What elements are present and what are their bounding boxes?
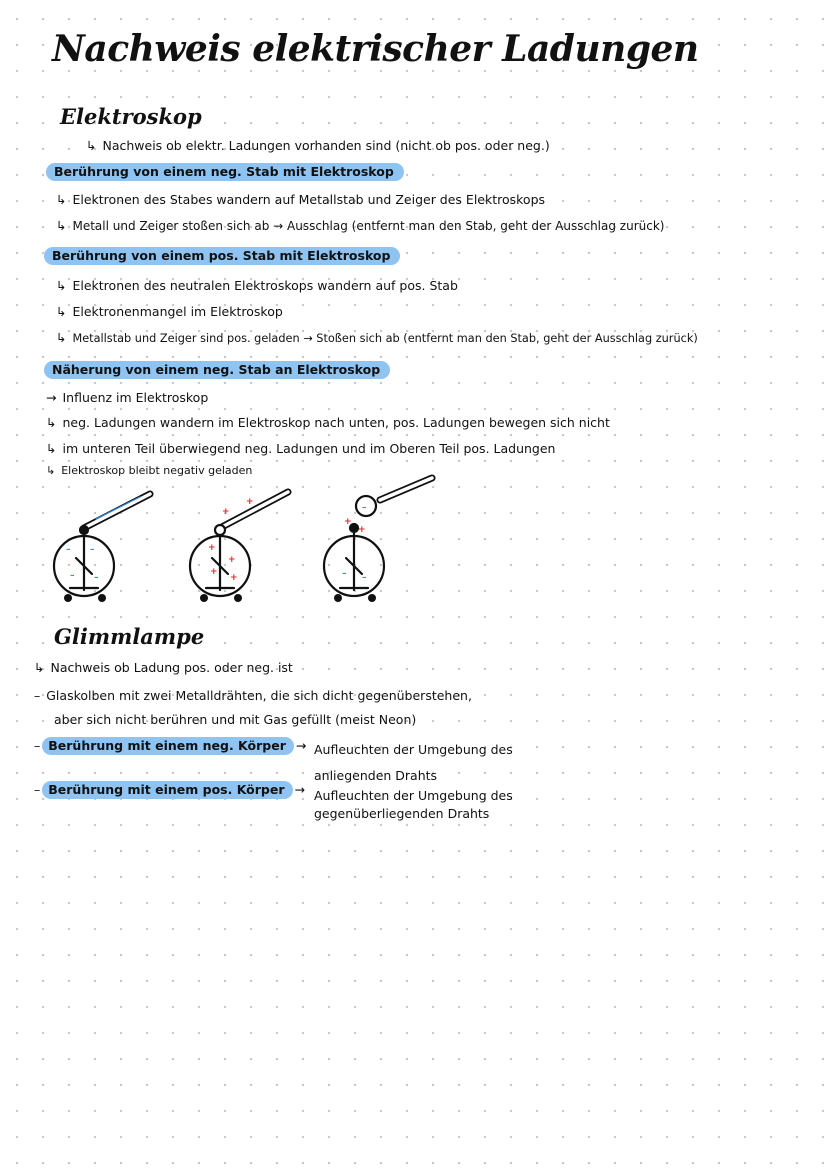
elektroskop-intro: ↳ Nachweis ob elektr. Ladungen vorhanden sind (nicht ob pos. oder neg.)	[86, 138, 550, 153]
minus-charge: –	[70, 571, 75, 581]
list-item: ↳ im unteren Teil überwiegend neg. Ladungen und im Oberen Teil pos. Ladungen	[46, 441, 556, 456]
charge-symbols	[66, 497, 367, 583]
list-item: ↳ Elektronen des neutralen Elektroskops wandern auf pos. Stab	[56, 278, 458, 293]
plus-charge: +	[230, 573, 238, 583]
hook-arrow-icon: ↳	[34, 660, 45, 675]
hook-arrow-icon: ↳	[56, 330, 67, 345]
hook-arrow-icon: ↳	[56, 304, 67, 319]
hook-arrow-icon: ↳	[86, 138, 97, 153]
dash-icon: –	[34, 738, 41, 753]
elektroskop-diagram-neg-approach	[324, 478, 432, 602]
plus-charge: +	[344, 517, 352, 527]
list-item: → Influenz im Elektroskop	[46, 390, 209, 405]
elektroskop-diagram-pos-touch	[190, 492, 288, 602]
minus-charge: –	[66, 545, 71, 555]
highlight-neg-beruehrung: Berührung von einem neg. Stab mit Elektroskop	[46, 164, 404, 180]
hook-arrow-icon: ↳	[46, 464, 56, 477]
hook-arrow-icon: ↳	[46, 441, 57, 456]
minus-charge: –	[90, 545, 95, 555]
plus-charge: +	[228, 555, 236, 565]
dash-icon: –	[34, 688, 41, 703]
minus-charge: –	[94, 573, 99, 583]
list-item: ↳ Elektronen des Stabes wandern auf Metallstab und Zeiger des Elektroskops	[56, 192, 546, 207]
glimmlampe-pos-result-b: gegenüberliegenden Drahts	[314, 806, 490, 821]
minus-charge: –	[362, 503, 367, 513]
list-item: ↳ Elektronenmangel im Elektroskop	[56, 304, 283, 319]
glimmlampe-neg-result-a: Aufleuchten der Umgebung des	[314, 742, 513, 757]
glimmlampe-pos-result-a: Aufleuchten der Umgebung des	[314, 788, 513, 803]
page-title: Nachweis elektrischer Ladungen	[52, 28, 699, 70]
arrow-icon: →	[46, 390, 57, 405]
minus-charge: –	[342, 569, 347, 579]
hook-arrow-icon: ↳	[56, 278, 67, 293]
highlight-neg-naeherung: Näherung von einem neg. Stab an Elektroskop	[44, 362, 390, 378]
minus-charge: –	[362, 573, 367, 583]
section-heading-glimmlampe: Glimmlampe	[54, 624, 205, 649]
glimmlampe-line2b: aber sich nicht berühren und mit Gas gefüllt (meist Neon)	[54, 712, 417, 727]
plus-charge: +	[208, 543, 216, 553]
glimmlampe-neg: – Berührung mit einem neg. Körper →	[34, 738, 307, 753]
list-item: ↳ Elektroskop bleibt negativ geladen	[46, 464, 253, 477]
hook-arrow-icon: ↳	[56, 192, 67, 207]
glimmlampe-pos: – Berührung mit einem pos. Körper →	[34, 782, 306, 797]
list-item: ↳ Metallstab und Zeiger sind pos. geladen → Stoßen sich ab (entfernt man den Stab, geht der Ausschlag zurück)	[56, 330, 698, 345]
list-item: ↳ Metall und Zeiger stoßen sich ab → Ausschlag (entfernt man den Stab, geht der Ausschlag zurück)	[56, 218, 665, 233]
plus-charge: +	[358, 525, 366, 535]
arrow-icon: →	[295, 738, 307, 753]
plus-charge: +	[210, 567, 218, 577]
plus-charge: +	[222, 507, 230, 517]
hook-arrow-icon: ↳	[46, 415, 57, 430]
glimmlampe-line1: ↳ Nachweis ob Ladung pos. oder neg. ist	[34, 660, 293, 675]
section-heading-elektroskop: Elektroskop	[60, 104, 202, 129]
glimmlampe-neg-result-b: anliegenden Drahts	[314, 768, 438, 783]
arrow-icon: →	[294, 782, 306, 797]
dash-icon: –	[34, 782, 41, 797]
plus-charge: +	[246, 497, 254, 507]
hook-arrow-icon: ↳	[56, 218, 67, 233]
glimmlampe-line2a: – Glaskolben mit zwei Metalldrähten, die sich dicht gegenüberstehen,	[34, 688, 472, 703]
list-item: ↳ neg. Ladungen wandern im Elektroskop nach unten, pos. Ladungen bewegen sich nicht	[46, 415, 610, 430]
highlight-pos-beruehrung: Berührung von einem pos. Stab mit Elektroskop	[44, 248, 400, 264]
